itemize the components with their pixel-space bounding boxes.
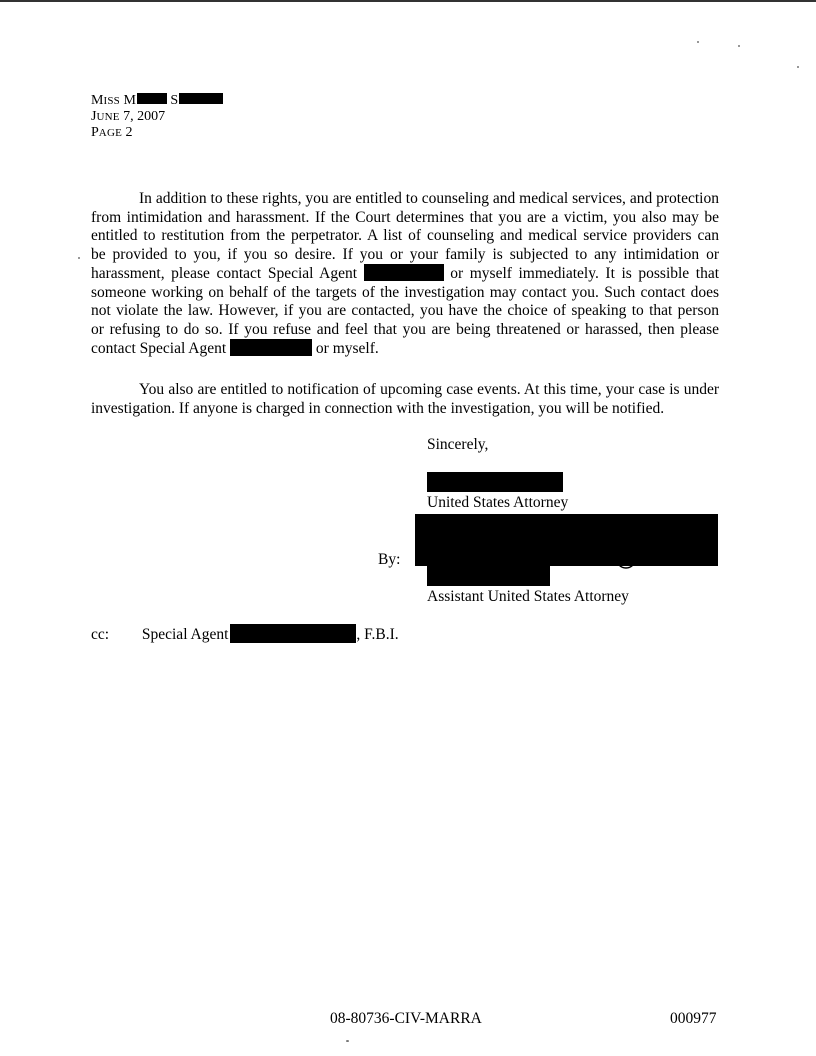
paragraph-line: harassment, please contact Special Agent or myself immediately. It is possible that	[91, 265, 720, 282]
letter-header	[91, 93, 223, 141]
cc-line	[91, 624, 399, 644]
signature-stroke-icon	[617, 553, 643, 571]
scan-top-edge	[0, 0, 816, 2]
redaction-bar	[230, 339, 312, 356]
paragraph-notification	[91, 381, 719, 418]
scan-speck	[697, 41, 699, 43]
paragraph-line: not violate the law. However, if you are contacted, you have the choice of speaking to that person	[91, 302, 719, 319]
page-number: PAGE 2	[91, 125, 133, 140]
case-number: 08-80736-CIV-MARRA	[330, 1010, 482, 1027]
paragraph-line: or refusing to do so. If you refuse and feel that you are being threatened or harassed, then please	[91, 320, 719, 338]
paragraph-line: In addition to these rights, you are entitled to counseling and medical services, and protection	[139, 190, 719, 207]
paragraph-line: You also are entitled to notification of upcoming case events. At this time, your case is under	[139, 381, 719, 398]
recipient-last-initial: S	[170, 93, 179, 108]
by-label: By:	[378, 551, 401, 568]
scan-speck	[738, 45, 740, 47]
redaction-bar	[137, 93, 167, 104]
cc-label: cc:	[91, 626, 110, 643]
paragraph-line: from intimidation and harassment. If the Court determines that you are a victim, you also may be	[91, 208, 719, 226]
redaction-bar	[364, 264, 444, 281]
redaction-bar	[179, 93, 223, 104]
recipient-first-initial: M	[123, 93, 136, 108]
paragraph-line: be provided to you, if you so desire. If you or your family is subjected to any intimidation or	[91, 245, 719, 263]
redaction-bar	[427, 566, 550, 586]
signature-redaction	[415, 514, 718, 566]
scan-speck	[346, 1040, 349, 1042]
us-attorney-title: United States Attorney	[427, 494, 569, 511]
letter-date: JUNE 7, 2007	[91, 109, 166, 124]
closing-salutation: Sincerely,	[427, 436, 489, 453]
redaction-bar	[230, 624, 356, 643]
paragraph-line: someone working on behalf of the targets of the investigation may contact you. Such contact does	[91, 283, 719, 301]
paragraph-line: investigation. If anyone is charged in connection with the investigation, you will be notified.	[91, 399, 665, 417]
paragraph-rights	[91, 190, 719, 359]
paragraph-line: contact Special Agent or myself.	[91, 340, 379, 357]
cc-recipient-prefix: Special Agent	[141, 626, 229, 643]
scan-speck	[78, 257, 80, 259]
bates-number: 000977	[670, 1010, 717, 1027]
paragraph-line: entitled to restitution from the perpetrator. A list of counseling and medical service providers can	[91, 227, 719, 244]
redaction-bar	[427, 472, 563, 492]
assistant-us-attorney-title: Assistant United States Attorney	[427, 588, 629, 605]
scan-speck	[797, 66, 799, 68]
cc-recipient-suffix: , F.B.I.	[356, 626, 399, 643]
recipient-line: MISS M S	[91, 93, 223, 109]
